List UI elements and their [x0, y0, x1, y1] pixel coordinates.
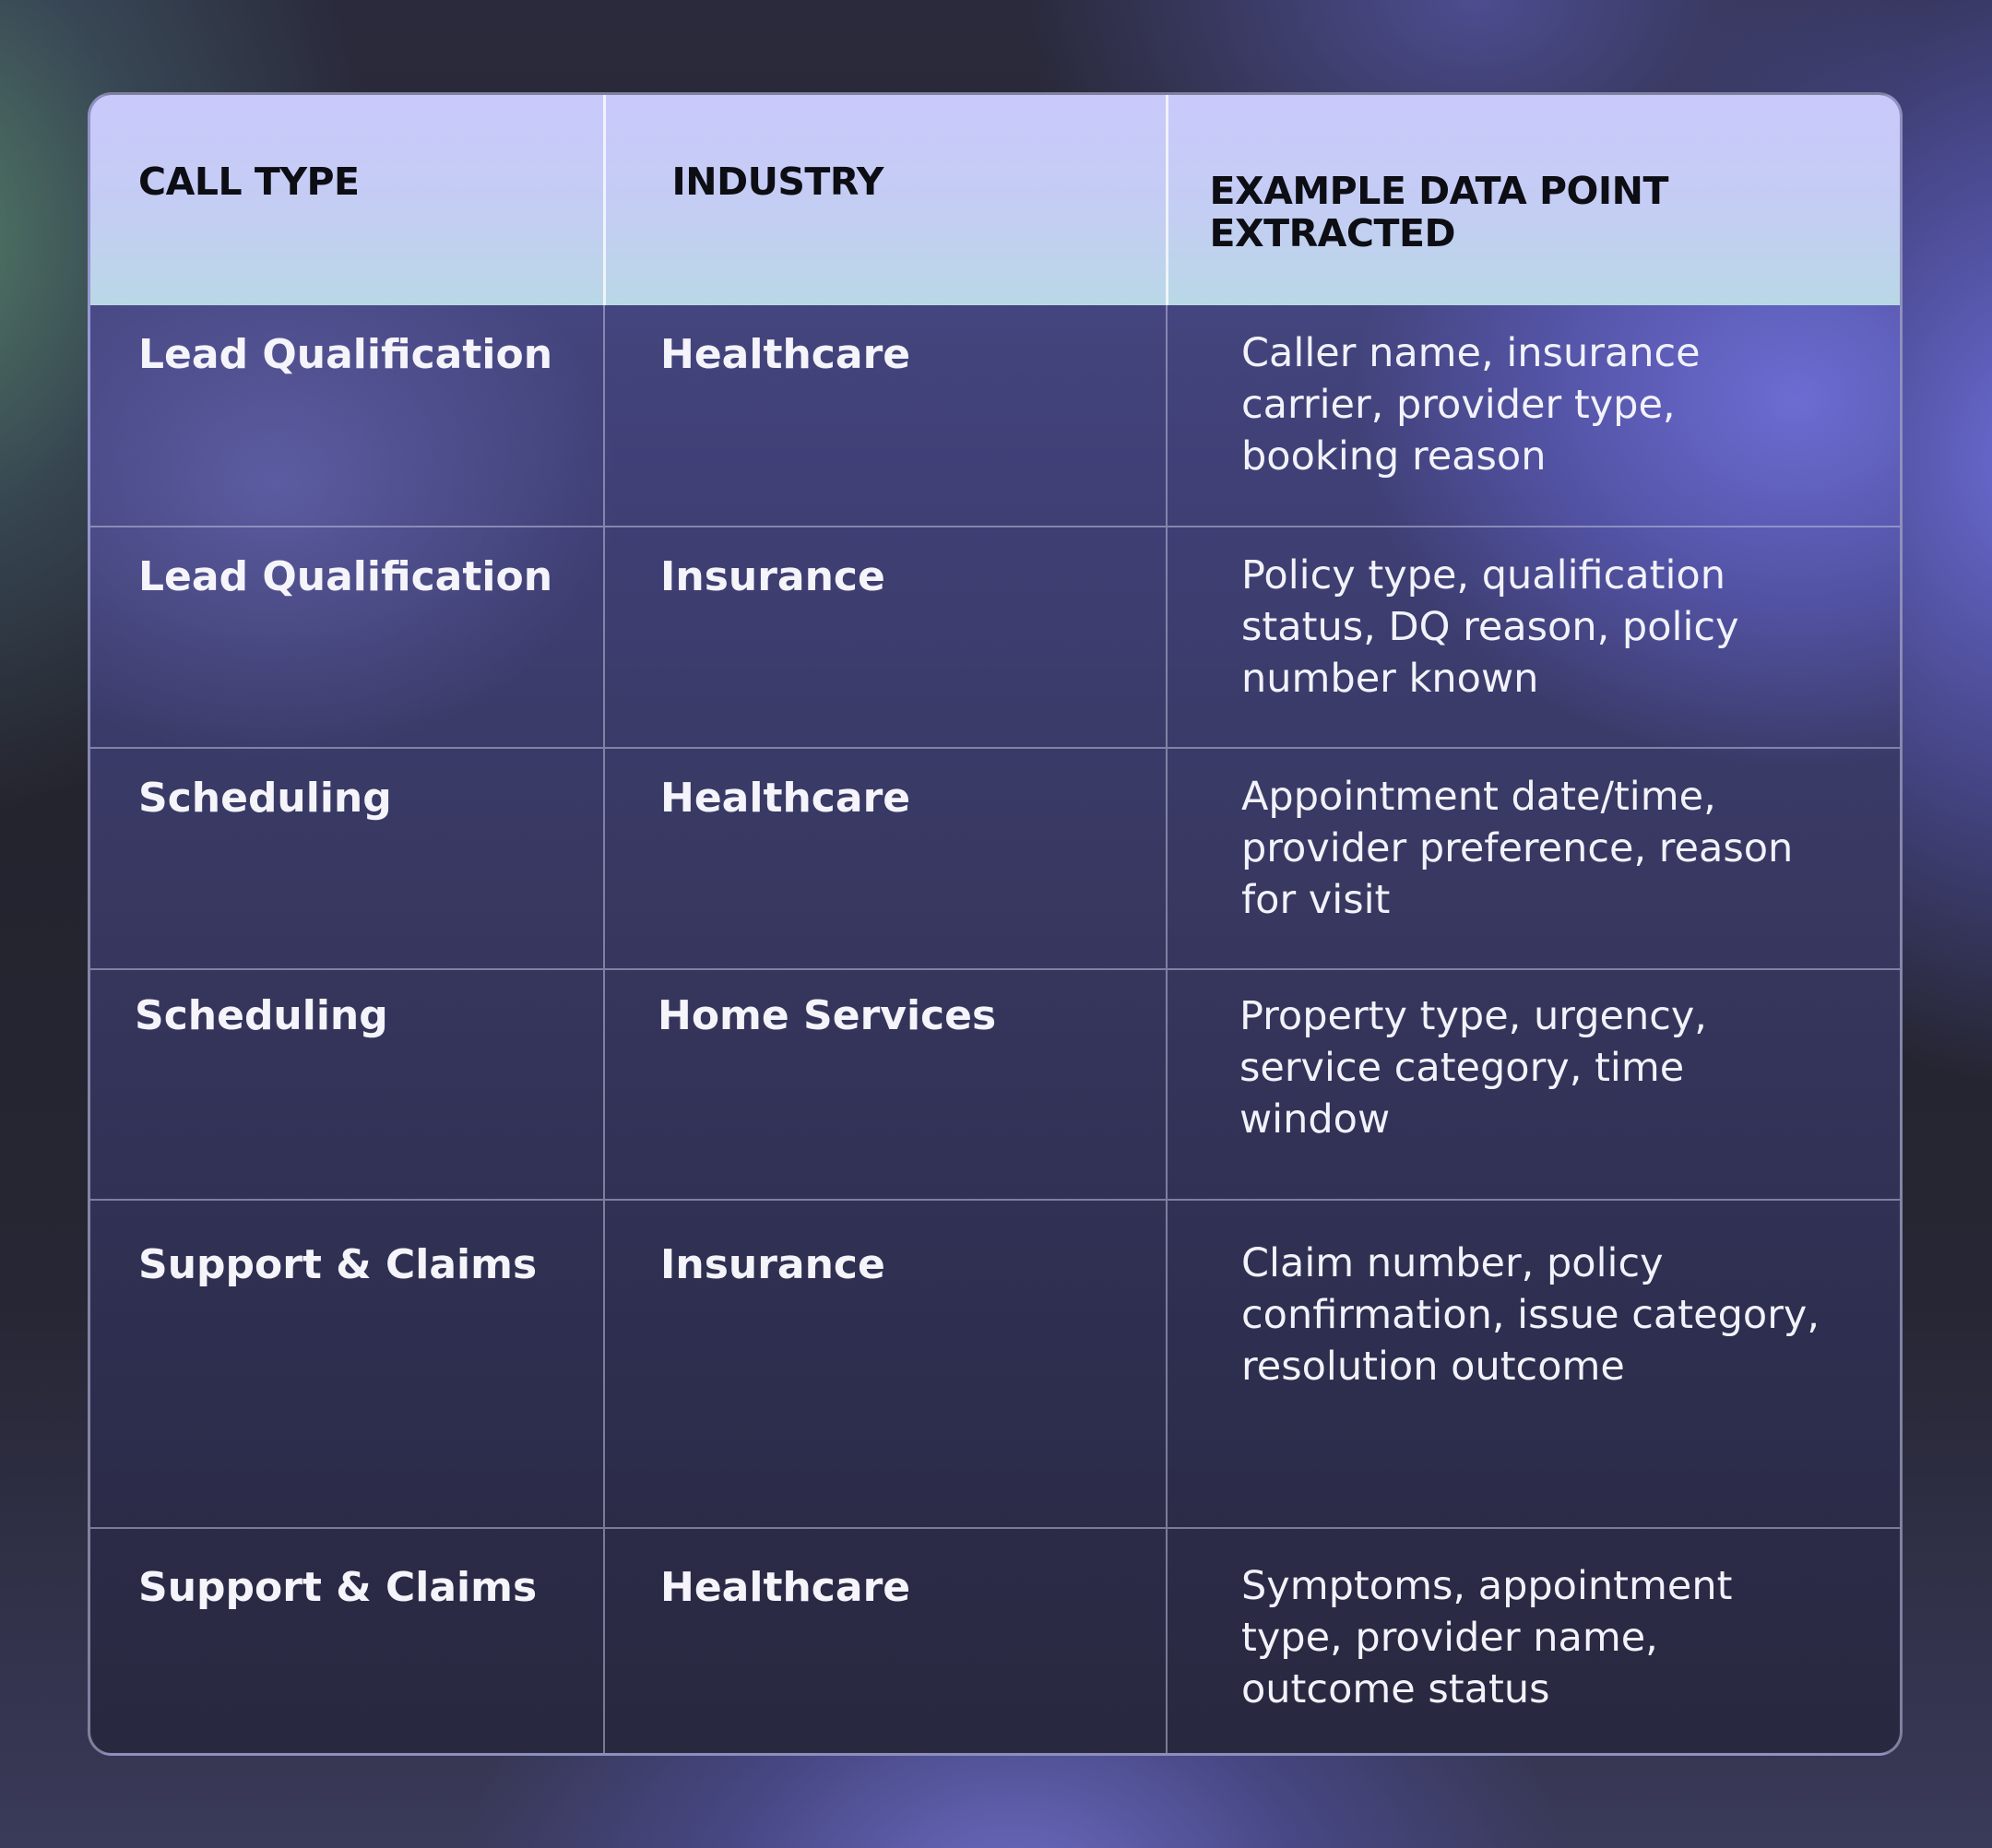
industry-cell: Insurance: [604, 527, 1167, 748]
call-type-cell: Support & Claims: [90, 1200, 604, 1528]
table-row: [90, 305, 1900, 527]
call-type-cell: Scheduling: [90, 748, 604, 969]
header-example-data-point: EXAMPLE DATA POINT EXTRACTED: [1209, 169, 1668, 255]
industry-cell: Home Services: [604, 969, 1167, 1200]
example-data-cell: Property type, urgency, service category, time window: [1167, 969, 1900, 1200]
table-row: [90, 1528, 1900, 1754]
industry-cell: Healthcare: [604, 305, 1167, 527]
call-type-table-card: [88, 92, 1903, 1756]
table-row: [90, 969, 1900, 1200]
table-row: [90, 748, 1900, 969]
header-call-type: CALL TYPE: [90, 95, 604, 305]
example-data-cell: Policy type, qualification status, DQ reason, policy number known: [1167, 527, 1900, 748]
table-row: [90, 1200, 1900, 1528]
table-header: [90, 95, 1900, 305]
header-row: [90, 95, 1900, 305]
table-body: [90, 305, 1900, 1754]
example-data-cell: Symptoms, appointment type, provider name, outcome status: [1167, 1528, 1900, 1754]
example-data-cell: Appointment date/time, provider preference, reason for visit: [1167, 748, 1900, 969]
call-type-cell: Lead Qualification: [90, 527, 604, 748]
example-data-cell: Caller name, insurance carrier, provider type, booking reason: [1241, 330, 1701, 480]
table-row: [90, 527, 1900, 748]
call-type-cell: Lead Qualification: [90, 305, 604, 527]
call-type-cell: Scheduling: [90, 969, 604, 1200]
industry-cell: Healthcare: [604, 1528, 1167, 1754]
industry-cell: Insurance: [604, 1200, 1167, 1528]
call-type-cell: Support & Claims: [90, 1528, 604, 1754]
header-industry: INDUSTRY: [604, 95, 1167, 305]
example-data-cell: Claim number, policy confirmation, issue category, resolution outcome: [1167, 1200, 1900, 1528]
call-type-table: [90, 95, 1900, 1754]
industry-cell: Healthcare: [604, 748, 1167, 969]
